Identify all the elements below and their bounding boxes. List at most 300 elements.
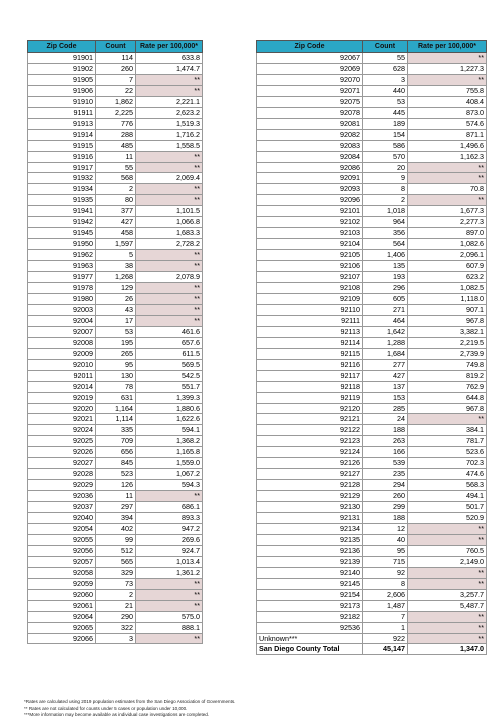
table-row [257, 600, 487, 611]
zip-code-cell: 92126 [257, 458, 363, 469]
rate-cell: ** [408, 622, 487, 633]
count-cell: 271 [363, 304, 408, 315]
zip-code-cell: 92117 [257, 370, 363, 381]
rate-cell: 1,880.6 [136, 403, 203, 414]
rate-cell: 2,623.2 [136, 107, 203, 118]
rate-cell: 575.0 [136, 611, 203, 622]
zip-code-cell: 92029 [28, 480, 96, 491]
count-cell: 570 [363, 151, 408, 162]
table-row [28, 436, 203, 447]
count-cell: 329 [96, 567, 136, 578]
zip-code-cell: 91914 [28, 129, 96, 140]
table-row [28, 589, 203, 600]
table-row [257, 151, 487, 162]
table-row [28, 74, 203, 85]
count-cell: 1,684 [363, 348, 408, 359]
rate-cell: 568.3 [408, 480, 487, 491]
zip-code-cell: 92060 [28, 589, 96, 600]
unknown-label: Unknown*** [257, 633, 363, 644]
count-cell: 377 [96, 206, 136, 217]
count-cell: 402 [96, 523, 136, 534]
zip-code-cell: 91906 [28, 85, 96, 96]
table-row [257, 173, 487, 184]
rate-cell: 2,149.0 [408, 556, 487, 567]
zip-code-cell: 92120 [257, 403, 363, 414]
zip-code-cell: 92064 [28, 611, 96, 622]
count-cell: 43 [96, 304, 136, 315]
count-cell: 464 [363, 315, 408, 326]
total-count: 45,147 [363, 644, 408, 655]
rate-cell: 760.5 [408, 545, 487, 556]
count-cell: 195 [96, 337, 136, 348]
zip-code-cell: 92134 [257, 523, 363, 534]
table-row [257, 480, 487, 491]
rate-cell: 1,622.6 [136, 414, 203, 425]
rate-cell: 501.7 [408, 502, 487, 513]
table-row [257, 184, 487, 195]
table-row [257, 326, 487, 337]
rate-cell: 749.8 [408, 359, 487, 370]
table-row [28, 96, 203, 107]
rate-cell: 967.8 [408, 315, 487, 326]
count-cell: 564 [363, 239, 408, 250]
table-row [28, 217, 203, 228]
count-cell: 17 [96, 315, 136, 326]
table-row [28, 491, 203, 502]
table-row [28, 195, 203, 206]
zip-code-cell: 92082 [257, 129, 363, 140]
zip-code-cell: 92058 [28, 567, 96, 578]
zip-code-cell: 92026 [28, 447, 96, 458]
zip-code-cell: 92078 [257, 107, 363, 118]
rate-cell: 1,067.2 [136, 469, 203, 480]
rate-cell: ** [136, 261, 203, 272]
table-row [28, 337, 203, 348]
zip-code-cell: 92129 [257, 491, 363, 502]
count-cell: 458 [96, 228, 136, 239]
rate-cell: 1,165.8 [136, 447, 203, 458]
count-cell: 137 [363, 381, 408, 392]
rate-cell: 1,227.3 [408, 63, 487, 74]
rate-cell: 70.8 [408, 184, 487, 195]
zip-code-cell: 91910 [28, 96, 96, 107]
rate-cell: 2,078.9 [136, 272, 203, 283]
count-cell: 2,225 [96, 107, 136, 118]
count-cell: 78 [96, 381, 136, 392]
count-cell: 656 [96, 447, 136, 458]
rate-cell: 657.6 [136, 337, 203, 348]
rate-cell: ** [408, 162, 487, 173]
zip-code-cell: 92114 [257, 337, 363, 348]
count-cell: 427 [363, 370, 408, 381]
count-cell: 11 [96, 491, 136, 502]
table-row [257, 107, 487, 118]
rate-cell: ** [136, 304, 203, 315]
zip-code-cell: 92061 [28, 600, 96, 611]
table-row [28, 513, 203, 524]
rate-cell: 551.7 [136, 381, 203, 392]
table-row [28, 392, 203, 403]
table-row [28, 458, 203, 469]
table-row [257, 96, 487, 107]
rate-cell: 1,677.3 [408, 206, 487, 217]
table-row [28, 63, 203, 74]
zip-code-cell: 92036 [28, 491, 96, 502]
table-row [257, 337, 487, 348]
count-cell: 38 [96, 261, 136, 272]
zip-code-cell: 92040 [28, 513, 96, 524]
count-cell: 3 [363, 74, 408, 85]
zip-code-cell: 91913 [28, 118, 96, 129]
table-row [28, 184, 203, 195]
rate-cell: 871.1 [408, 129, 487, 140]
zip-code-cell: 92104 [257, 239, 363, 250]
zip-code-cell: 92007 [28, 326, 96, 337]
count-cell: 2 [96, 184, 136, 195]
count-cell: 2,606 [363, 589, 408, 600]
table-row [257, 304, 487, 315]
rate-cell: 781.7 [408, 436, 487, 447]
total-label: San Diego County Total [257, 644, 363, 655]
table-row [28, 578, 203, 589]
count-cell: 485 [96, 140, 136, 151]
table-row [257, 589, 487, 600]
table-row [257, 392, 487, 403]
rate-cell: 2,739.9 [408, 348, 487, 359]
count-cell: 565 [96, 556, 136, 567]
table-row [257, 425, 487, 436]
rate-cell: 1,118.0 [408, 293, 487, 304]
zip-code-cell: 92102 [257, 217, 363, 228]
zip-code-cell: 91915 [28, 140, 96, 151]
table-row [257, 63, 487, 74]
rate-header: Rate per 100,000* [136, 41, 203, 53]
table-row [257, 348, 487, 359]
table-row [257, 370, 487, 381]
rate-cell: 569.5 [136, 359, 203, 370]
zip-code-cell: 92116 [257, 359, 363, 370]
rate-cell: 607.9 [408, 261, 487, 272]
rate-cell: 1,101.5 [136, 206, 203, 217]
table-row [257, 611, 487, 622]
count-cell: 631 [96, 392, 136, 403]
count-cell: 335 [96, 425, 136, 436]
rate-cell: ** [136, 162, 203, 173]
count-cell: 3 [96, 633, 136, 644]
table-row [257, 359, 487, 370]
zip-code-cell: 92135 [257, 534, 363, 545]
count-cell: 427 [96, 217, 136, 228]
count-cell: 154 [363, 129, 408, 140]
zip-code-cell: 92103 [257, 228, 363, 239]
zip-code-cell: 92182 [257, 611, 363, 622]
table-row [28, 85, 203, 96]
rate-cell: 1,082.6 [408, 239, 487, 250]
count-cell: 7 [96, 74, 136, 85]
rate-cell: 633.8 [136, 53, 203, 64]
count-cell: 95 [96, 359, 136, 370]
count-cell: 7 [363, 611, 408, 622]
table-row [257, 162, 487, 173]
rate-cell: 1,716.2 [136, 129, 203, 140]
count-cell: 126 [96, 480, 136, 491]
rate-cell: 1,474.7 [136, 63, 203, 74]
count-cell: 322 [96, 622, 136, 633]
table-row [257, 272, 487, 283]
zip-table-right [256, 40, 487, 655]
count-cell: 1,487 [363, 600, 408, 611]
zip-code-cell: 92057 [28, 556, 96, 567]
zip-code-cell: 92086 [257, 162, 363, 173]
table-row [28, 250, 203, 261]
rate-cell: ** [136, 283, 203, 294]
rate-cell: ** [408, 195, 487, 206]
count-cell: 129 [96, 283, 136, 294]
table-row [257, 195, 487, 206]
rate-cell: 947.2 [136, 523, 203, 534]
count-cell: 1,288 [363, 337, 408, 348]
zip-code-cell: 91911 [28, 107, 96, 118]
rate-cell: 967.8 [408, 403, 487, 414]
count-cell: 12 [363, 523, 408, 534]
table-row [28, 381, 203, 392]
count-cell: 1,862 [96, 96, 136, 107]
table-row [28, 447, 203, 458]
count-cell: 21 [96, 600, 136, 611]
count-cell: 628 [363, 63, 408, 74]
table-row [28, 272, 203, 283]
total-rate: 1,347.0 [408, 644, 487, 655]
zip-code-cell: 92136 [257, 545, 363, 556]
count-cell: 188 [363, 425, 408, 436]
count-cell: 188 [363, 513, 408, 524]
zip-code-cell: 91917 [28, 162, 96, 173]
table-row [257, 261, 487, 272]
rate-cell: 897.0 [408, 228, 487, 239]
table-row [28, 600, 203, 611]
zip-code-cell: 92123 [257, 436, 363, 447]
table-row [257, 458, 487, 469]
zip-code-cell: 91901 [28, 53, 96, 64]
table-row [257, 447, 487, 458]
zip-code-cell: 92536 [257, 622, 363, 633]
table-row [257, 556, 487, 567]
table-row [28, 162, 203, 173]
zip-code-cell: 92014 [28, 381, 96, 392]
count-cell: 263 [363, 436, 408, 447]
count-cell: 1 [363, 622, 408, 633]
count-cell: 277 [363, 359, 408, 370]
table-row [257, 403, 487, 414]
table-row [257, 381, 487, 392]
zip-code-cell: 92108 [257, 283, 363, 294]
footnotes [24, 699, 494, 719]
zip-code-header: Zip Code [28, 41, 96, 53]
count-cell: 5 [96, 250, 136, 261]
count-cell: 1,597 [96, 239, 136, 250]
count-cell: 776 [96, 118, 136, 129]
zip-code-cell: 91945 [28, 228, 96, 239]
header-row [28, 41, 203, 53]
rate-cell: 1,519.3 [136, 118, 203, 129]
zip-code-header: Zip Code [257, 41, 363, 53]
table-row [28, 326, 203, 337]
table-row [28, 480, 203, 491]
zip-code-cell: 92118 [257, 381, 363, 392]
rate-cell: 542.5 [136, 370, 203, 381]
count-cell: 512 [96, 545, 136, 556]
table-row [28, 107, 203, 118]
table-row [28, 293, 203, 304]
rate-cell: 702.3 [408, 458, 487, 469]
rate-cell: 594.1 [136, 425, 203, 436]
rate-cell: 520.9 [408, 513, 487, 524]
rate-cell: ** [408, 523, 487, 534]
rate-cell: 893.3 [136, 513, 203, 524]
count-cell: 11 [96, 151, 136, 162]
table-row [28, 348, 203, 359]
table-row [257, 140, 487, 151]
rate-cell: ** [408, 578, 487, 589]
table-row [257, 534, 487, 545]
table-row [28, 502, 203, 513]
rate-cell: ** [408, 74, 487, 85]
count-cell: 135 [363, 261, 408, 272]
zip-code-cell: 92122 [257, 425, 363, 436]
count-cell: 290 [96, 611, 136, 622]
rate-cell: 2,219.5 [408, 337, 487, 348]
rate-cell: 474.6 [408, 469, 487, 480]
count-cell: 539 [363, 458, 408, 469]
count-cell: 166 [363, 447, 408, 458]
count-cell: 55 [96, 162, 136, 173]
rate-cell: 2,728.2 [136, 239, 203, 250]
zip-code-cell: 92173 [257, 600, 363, 611]
table-row [28, 622, 203, 633]
rate-cell: ** [408, 414, 487, 425]
zip-code-cell: 92010 [28, 359, 96, 370]
count-cell: 356 [363, 228, 408, 239]
table-row [257, 228, 487, 239]
zip-code-cell: 92083 [257, 140, 363, 151]
footnote-suppression: ** Rates are not calculated for counts under 5 cases or population under 10,000. [24, 705, 188, 711]
table-row [28, 414, 203, 425]
count-cell: 440 [363, 85, 408, 96]
count-cell: 288 [96, 129, 136, 140]
count-cell: 20 [363, 162, 408, 173]
table-row [28, 228, 203, 239]
rate-cell: 1,066.8 [136, 217, 203, 228]
count-cell: 53 [96, 326, 136, 337]
zip-code-cell: 92107 [257, 272, 363, 283]
zip-code-cell: 92075 [257, 96, 363, 107]
table-row [257, 502, 487, 513]
count-cell: 296 [363, 283, 408, 294]
zip-code-cell: 91978 [28, 283, 96, 294]
zip-code-cell: 92019 [28, 392, 96, 403]
count-cell: 153 [363, 392, 408, 403]
count-cell: 114 [96, 53, 136, 64]
count-cell: 2 [363, 195, 408, 206]
table-row [28, 556, 203, 567]
table-row [28, 140, 203, 151]
table-row [28, 370, 203, 381]
zip-code-cell: 92109 [257, 293, 363, 304]
rate-cell: 2,221.1 [136, 96, 203, 107]
rate-cell: 1,368.2 [136, 436, 203, 447]
table-row [257, 523, 487, 534]
zip-code-cell: 92020 [28, 403, 96, 414]
count-cell: 92 [363, 567, 408, 578]
zip-code-cell: 91902 [28, 63, 96, 74]
rate-cell: 408.4 [408, 96, 487, 107]
count-cell: 73 [96, 578, 136, 589]
zip-code-cell: 92025 [28, 436, 96, 447]
rate-cell: 594.3 [136, 480, 203, 491]
table-row [257, 217, 487, 228]
rate-cell: ** [136, 600, 203, 611]
count-cell: 189 [363, 118, 408, 129]
unknown-rate: ** [408, 633, 487, 644]
rate-cell: 762.9 [408, 381, 487, 392]
zip-code-cell: 92113 [257, 326, 363, 337]
rate-cell: ** [136, 74, 203, 85]
rate-cell: ** [136, 195, 203, 206]
table-row [28, 534, 203, 545]
count-cell: 99 [96, 534, 136, 545]
zip-code-cell: 92111 [257, 315, 363, 326]
table-row [28, 315, 203, 326]
table-row [257, 283, 487, 294]
rate-cell: ** [136, 491, 203, 502]
count-cell: 235 [363, 469, 408, 480]
rate-cell: ** [136, 633, 203, 644]
zip-code-cell: 92071 [257, 85, 363, 96]
zip-code-cell: 92131 [257, 513, 363, 524]
rate-cell: 3,382.1 [408, 326, 487, 337]
table-row [28, 261, 203, 272]
table-row [257, 545, 487, 556]
zip-code-cell: 91977 [28, 272, 96, 283]
total-row [257, 644, 487, 655]
rate-cell: ** [136, 184, 203, 195]
count-cell: 1,164 [96, 403, 136, 414]
rate-cell: 1,162.3 [408, 151, 487, 162]
count-cell: 24 [363, 414, 408, 425]
rate-cell: 611.5 [136, 348, 203, 359]
zip-code-cell: 91962 [28, 250, 96, 261]
zip-code-cell: 92069 [257, 63, 363, 74]
table-row [257, 250, 487, 261]
zip-code-cell: 92128 [257, 480, 363, 491]
count-cell: 1,018 [363, 206, 408, 217]
rate-cell: 686.1 [136, 502, 203, 513]
zip-code-cell: 92093 [257, 184, 363, 195]
rate-cell: ** [408, 567, 487, 578]
rate-cell: 5,487.7 [408, 600, 487, 611]
table-row [28, 53, 203, 64]
table-row [28, 304, 203, 315]
count-cell: 2 [96, 589, 136, 600]
table-row [28, 567, 203, 578]
zip-code-cell: 92105 [257, 250, 363, 261]
zip-code-cell: 91905 [28, 74, 96, 85]
rate-cell: 1,496.6 [408, 140, 487, 151]
rate-cell: 644.8 [408, 392, 487, 403]
count-cell: 1,114 [96, 414, 136, 425]
unknown-row [257, 633, 487, 644]
count-cell: 297 [96, 502, 136, 513]
